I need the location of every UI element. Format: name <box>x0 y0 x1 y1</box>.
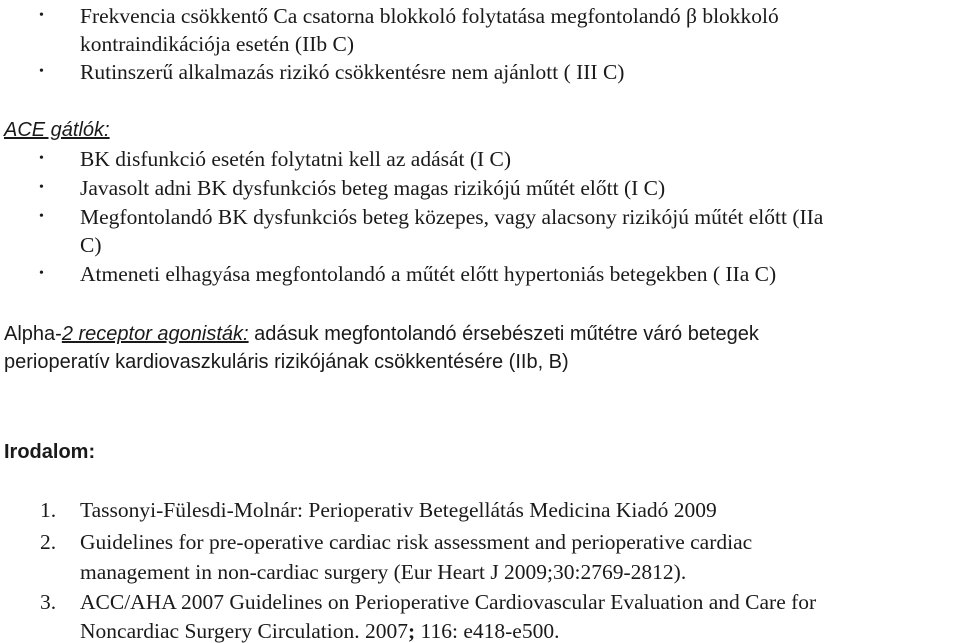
reference-2-line-2: management in non-cardiac surgery (Eur Heart J 2009;30:2769-2812). <box>80 560 687 584</box>
reference-3-number: 3. <box>40 590 57 614</box>
top-bullet-1-line-2: kontraindikációja esetén (IIb C) <box>80 32 355 56</box>
reference-3-semicolon: ; <box>408 619 416 643</box>
bullet-icon: • <box>39 180 44 195</box>
reference-3-line-2 <box>80 619 559 643</box>
ace-bullet-1: BK disfunkció esetén folytatni kell az adását (I C) <box>80 147 512 171</box>
reference-1: Tassonyi-Fülesdi-Molnár: Perioperativ Betegellátás Medicina Kiadó 2009 <box>80 498 717 522</box>
references-heading: Irodalom: <box>4 441 96 463</box>
bullet-icon: • <box>39 64 44 79</box>
alpha-prefix: Alpha- <box>4 323 62 345</box>
reference-3-text-c: 116: e418-e500. <box>415 619 560 643</box>
bullet-icon: • <box>39 8 44 23</box>
reference-3-line-1: ACC/AHA 2007 Guidelines on Perioperative Cardiovascular Evaluation and Care for <box>80 590 817 614</box>
ace-bullet-3-line-2: C) <box>80 233 102 257</box>
ace-bullet-3-line-1: Megfontolandó BK dysfunkciós beteg közepes, vagy alacsony rizikójú műtét előtt (IIa <box>80 205 824 229</box>
ace-bullet-4: Atmeneti elhagyása megfontolandó a műtét előtt hypertoniás betegekben ( IIa C) <box>80 262 777 286</box>
reference-2-number: 2. <box>40 530 57 554</box>
reference-2-line-1: Guidelines for pre-operative cardiac risk assessment and perioperative cardiac <box>80 530 753 554</box>
ace-bullet-2: Javasolt adni BK dysfunkciós beteg magas rizikójú műtét előtt (I C) <box>80 176 666 200</box>
bullet-icon: • <box>39 151 44 166</box>
ace-heading: ACE gátlók: <box>4 119 110 141</box>
alpha-heading: 2 receptor agonisták: <box>61 323 249 345</box>
reference-1-number: 1. <box>40 498 57 522</box>
alpha-paragraph-line-2: perioperatív kardiovaszkuláris rizikójának csökkentésére (IIb, B) <box>4 351 569 373</box>
top-bullet-2: Rutinszerű alkalmazás rizikó csökkentésre nem ajánlott ( III C) <box>80 60 625 84</box>
top-bullet-1-line-1: Frekvencia csökkentő Ca csatorna blokkoló folytatása megfontolandó β blokkoló <box>80 4 779 28</box>
bullet-icon: • <box>39 209 44 224</box>
reference-3-text-a: Noncardiac Surgery Circulation. 2007 <box>80 619 408 643</box>
alpha-paragraph-line-1 <box>4 322 759 346</box>
alpha-text-1: adásuk megfontolandó érsebészeti műtétre váró betegek <box>248 323 759 345</box>
bullet-icon: • <box>39 266 44 281</box>
